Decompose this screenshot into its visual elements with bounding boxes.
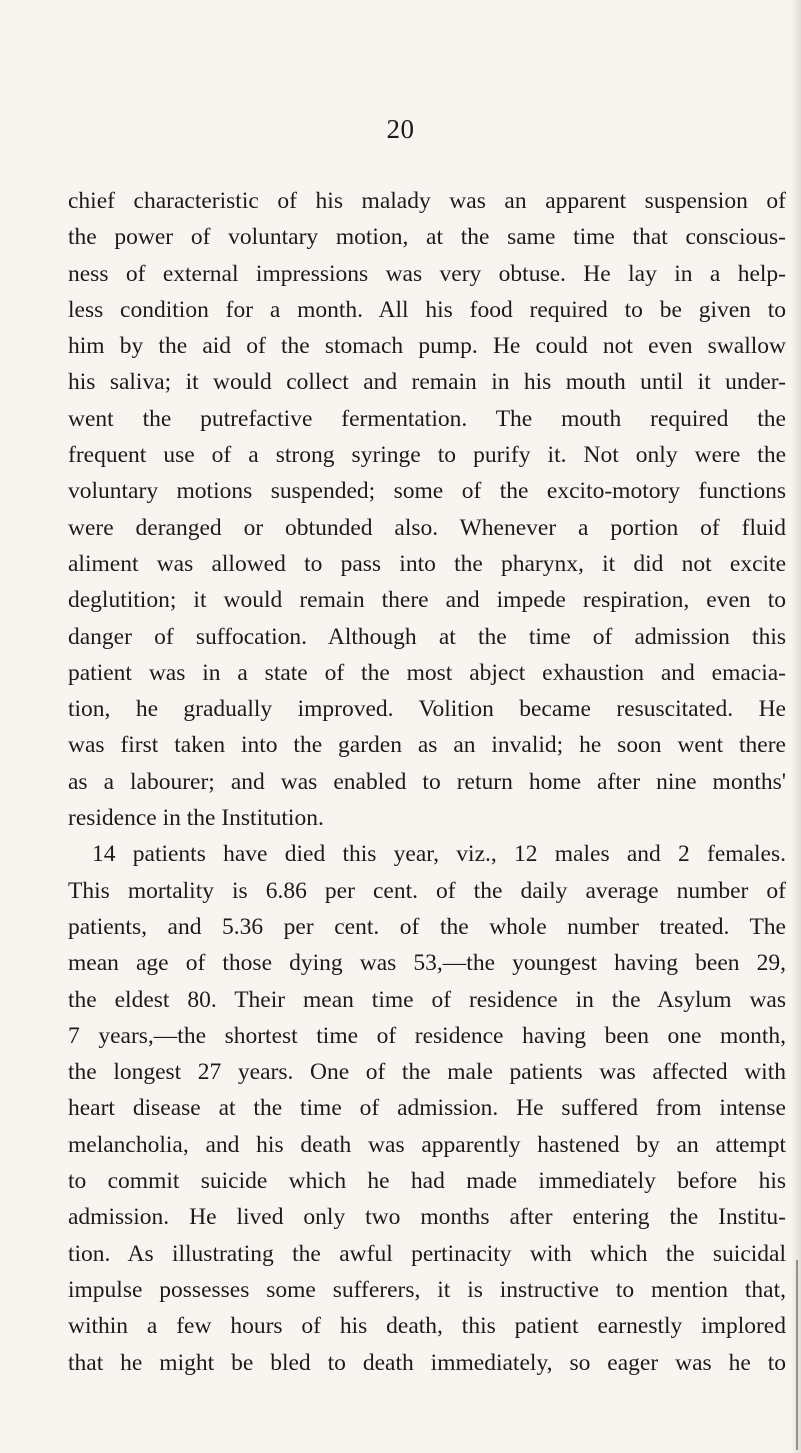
- text-line: 7 years,—the shortest time of residence having been one month,: [68, 1022, 786, 1049]
- text-line: impulse possesses some sufferers, it is instructive to mention that,: [68, 1276, 786, 1303]
- text-line: was first taken into the garden as an invalid; he soon went there: [68, 732, 786, 759]
- text-line: chief characteristic of his malady was an apparent suspension of: [68, 188, 786, 214]
- text-line: This mortality is 6.86 per cent. of the daily average number of: [68, 877, 786, 904]
- text-line: aliment was allowed to pass into the pharynx, it did not excite: [68, 550, 786, 577]
- text-line: to commit suicide which he had made immediately before his: [68, 1168, 786, 1195]
- page-number: 20: [386, 114, 415, 144]
- text-line: tion, he gradually improved. Volition became resuscitated. He: [68, 696, 786, 723]
- text-line: him by the aid of the stomach pump. He could not even swallow: [68, 333, 786, 360]
- text-line: the eldest 80. Their mean time of residence in the Asylum was: [68, 986, 786, 1013]
- text-line: that he might be bled to death immediately, so eager was he to: [68, 1349, 786, 1376]
- text-line: less condition for a month. All his food required to be given to: [68, 296, 786, 323]
- text-line: admission. He lived only two months after entering the Institu-: [68, 1204, 786, 1231]
- text-line: within a few hours of his death, this patient earnestly implored: [68, 1313, 786, 1340]
- body-text: [68, 183, 786, 1381]
- text-line: were deranged or obtunded also. Whenever a portion of fluid: [68, 514, 786, 541]
- text-line: heart disease at the time of admission. He suffered from intense: [68, 1095, 786, 1122]
- text-line: the power of voluntary motion, at the same time that conscious-: [68, 224, 786, 251]
- text-line: patients, and 5.36 per cent. of the whole number treated. The: [68, 913, 786, 940]
- text-line: frequent use of a strong syringe to purify it. Not only were the: [68, 442, 786, 469]
- text-line: ness of external impressions was very obtuse. He lay in a help-: [68, 260, 786, 287]
- text-line: as a labourer; and was enabled to return home after nine months': [68, 768, 786, 795]
- text-line: his saliva; it would collect and remain in his mouth until it under-: [68, 369, 786, 396]
- page-edge-shadow: [791, 0, 801, 1453]
- text-line: tion. As illustrating the awful pertinacity with which the suicidal: [68, 1240, 786, 1267]
- text-line: mean age of those dying was 53,—the youngest having been 29,: [68, 950, 786, 977]
- text-line: melancholia, and his death was apparently hastened by an attempt: [68, 1131, 786, 1158]
- text-line: deglutition; it would remain there and impede respiration, even to: [68, 587, 786, 614]
- text-line: went the putrefactive fermentation. The mouth required the: [68, 405, 786, 432]
- text-line: residence in the Institution.: [68, 805, 324, 832]
- binding-edge-mark: [796, 1260, 798, 1450]
- text-line: 14 patients have died this year, viz., 12 males and 2 females.: [92, 841, 786, 868]
- text-line: danger of suffocation. Although at the time of admission this: [68, 623, 786, 650]
- text-line: the longest 27 years. One of the male patients was affected with: [68, 1059, 786, 1086]
- text-line: voluntary motions suspended; some of the excito-motory functions: [68, 478, 786, 505]
- text-line: patient was in a state of the most abject exhaustion and emacia-: [68, 659, 786, 686]
